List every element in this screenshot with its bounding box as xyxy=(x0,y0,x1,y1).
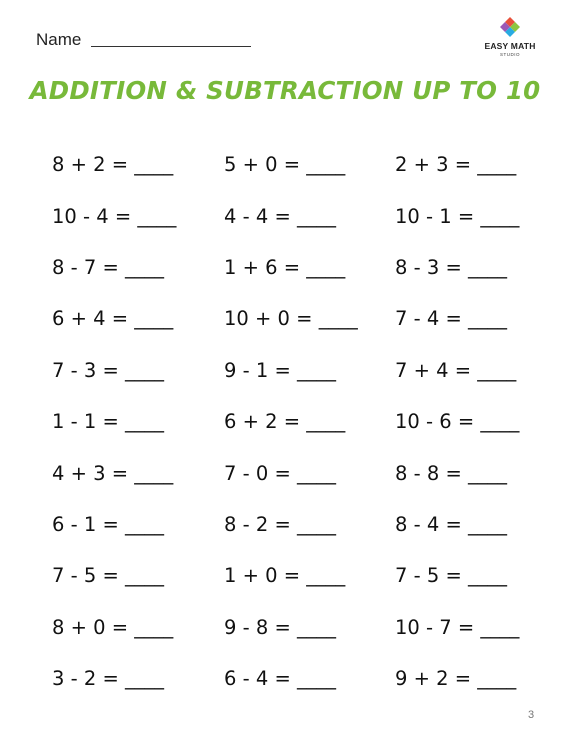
math-problem: 7 - 3 = ____ xyxy=(52,358,164,382)
problem-row xyxy=(52,293,532,344)
problem-row xyxy=(52,345,532,396)
name-label: Name xyxy=(36,30,82,49)
math-problem: 8 + 0 = ____ xyxy=(52,615,174,639)
math-problem: 10 - 7 = ____ xyxy=(395,615,520,639)
math-problem: 9 - 1 = ____ xyxy=(224,358,336,382)
problem-row xyxy=(52,242,532,293)
math-problem: 7 + 4 = ____ xyxy=(395,358,517,382)
problem-grid xyxy=(52,139,532,704)
logo-subtext: STUDIO xyxy=(499,52,520,57)
math-problem: 6 + 4 = ____ xyxy=(52,307,174,331)
math-problem: 4 + 3 = ____ xyxy=(52,461,174,485)
math-problem: 1 - 1 = ____ xyxy=(52,410,164,434)
problem-row xyxy=(52,653,532,704)
name-line xyxy=(91,46,251,47)
math-problem: 8 + 2 = ____ xyxy=(52,153,174,177)
math-problem: 7 - 4 = ____ xyxy=(395,307,507,331)
problem-row xyxy=(52,550,532,601)
problem-row xyxy=(52,602,532,653)
math-problem: 10 - 1 = ____ xyxy=(395,204,520,228)
diamond-logo-icon xyxy=(499,16,521,38)
math-problem: 7 - 5 = ____ xyxy=(52,564,164,588)
math-problem: 1 + 6 = ____ xyxy=(224,255,346,279)
math-problem: 3 - 2 = ____ xyxy=(52,667,164,691)
math-problem: 6 - 4 = ____ xyxy=(224,667,336,691)
name-field-row xyxy=(36,30,251,50)
problem-row xyxy=(52,139,532,190)
page-number: 3 xyxy=(528,709,535,721)
math-problem: 4 - 4 = ____ xyxy=(224,204,336,228)
math-problem: 1 + 0 = ____ xyxy=(224,564,346,588)
worksheet-title: ADDITION & SUBTRACTION UP TO 10 xyxy=(29,76,541,105)
math-problem: 10 - 6 = ____ xyxy=(395,410,520,434)
math-problem: 8 - 2 = ____ xyxy=(224,512,336,536)
math-problem: 6 - 1 = ____ xyxy=(52,512,164,536)
math-problem: 8 - 3 = ____ xyxy=(395,255,507,279)
easy-math-logo xyxy=(482,16,538,68)
math-problem: 10 + 0 = ____ xyxy=(224,307,358,331)
math-problem: 9 + 2 = ____ xyxy=(395,667,517,691)
math-problem: 8 - 4 = ____ xyxy=(395,512,507,536)
math-problem: 8 - 8 = ____ xyxy=(395,461,507,485)
math-problem: 9 - 8 = ____ xyxy=(224,615,336,639)
math-problem: 5 + 0 = ____ xyxy=(224,153,346,177)
math-problem: 10 - 4 = ____ xyxy=(52,204,177,228)
math-problem: 6 + 2 = ____ xyxy=(224,410,346,434)
math-problem: 8 - 7 = ____ xyxy=(52,255,164,279)
problem-row xyxy=(52,190,532,241)
math-problem: 7 - 5 = ____ xyxy=(395,564,507,588)
math-problem: 2 + 3 = ____ xyxy=(395,153,517,177)
problem-row xyxy=(52,396,532,447)
problem-row xyxy=(52,499,532,550)
problem-row xyxy=(52,447,532,498)
logo-text: EASY MATH xyxy=(484,41,536,51)
math-problem: 7 - 0 = ____ xyxy=(224,461,336,485)
